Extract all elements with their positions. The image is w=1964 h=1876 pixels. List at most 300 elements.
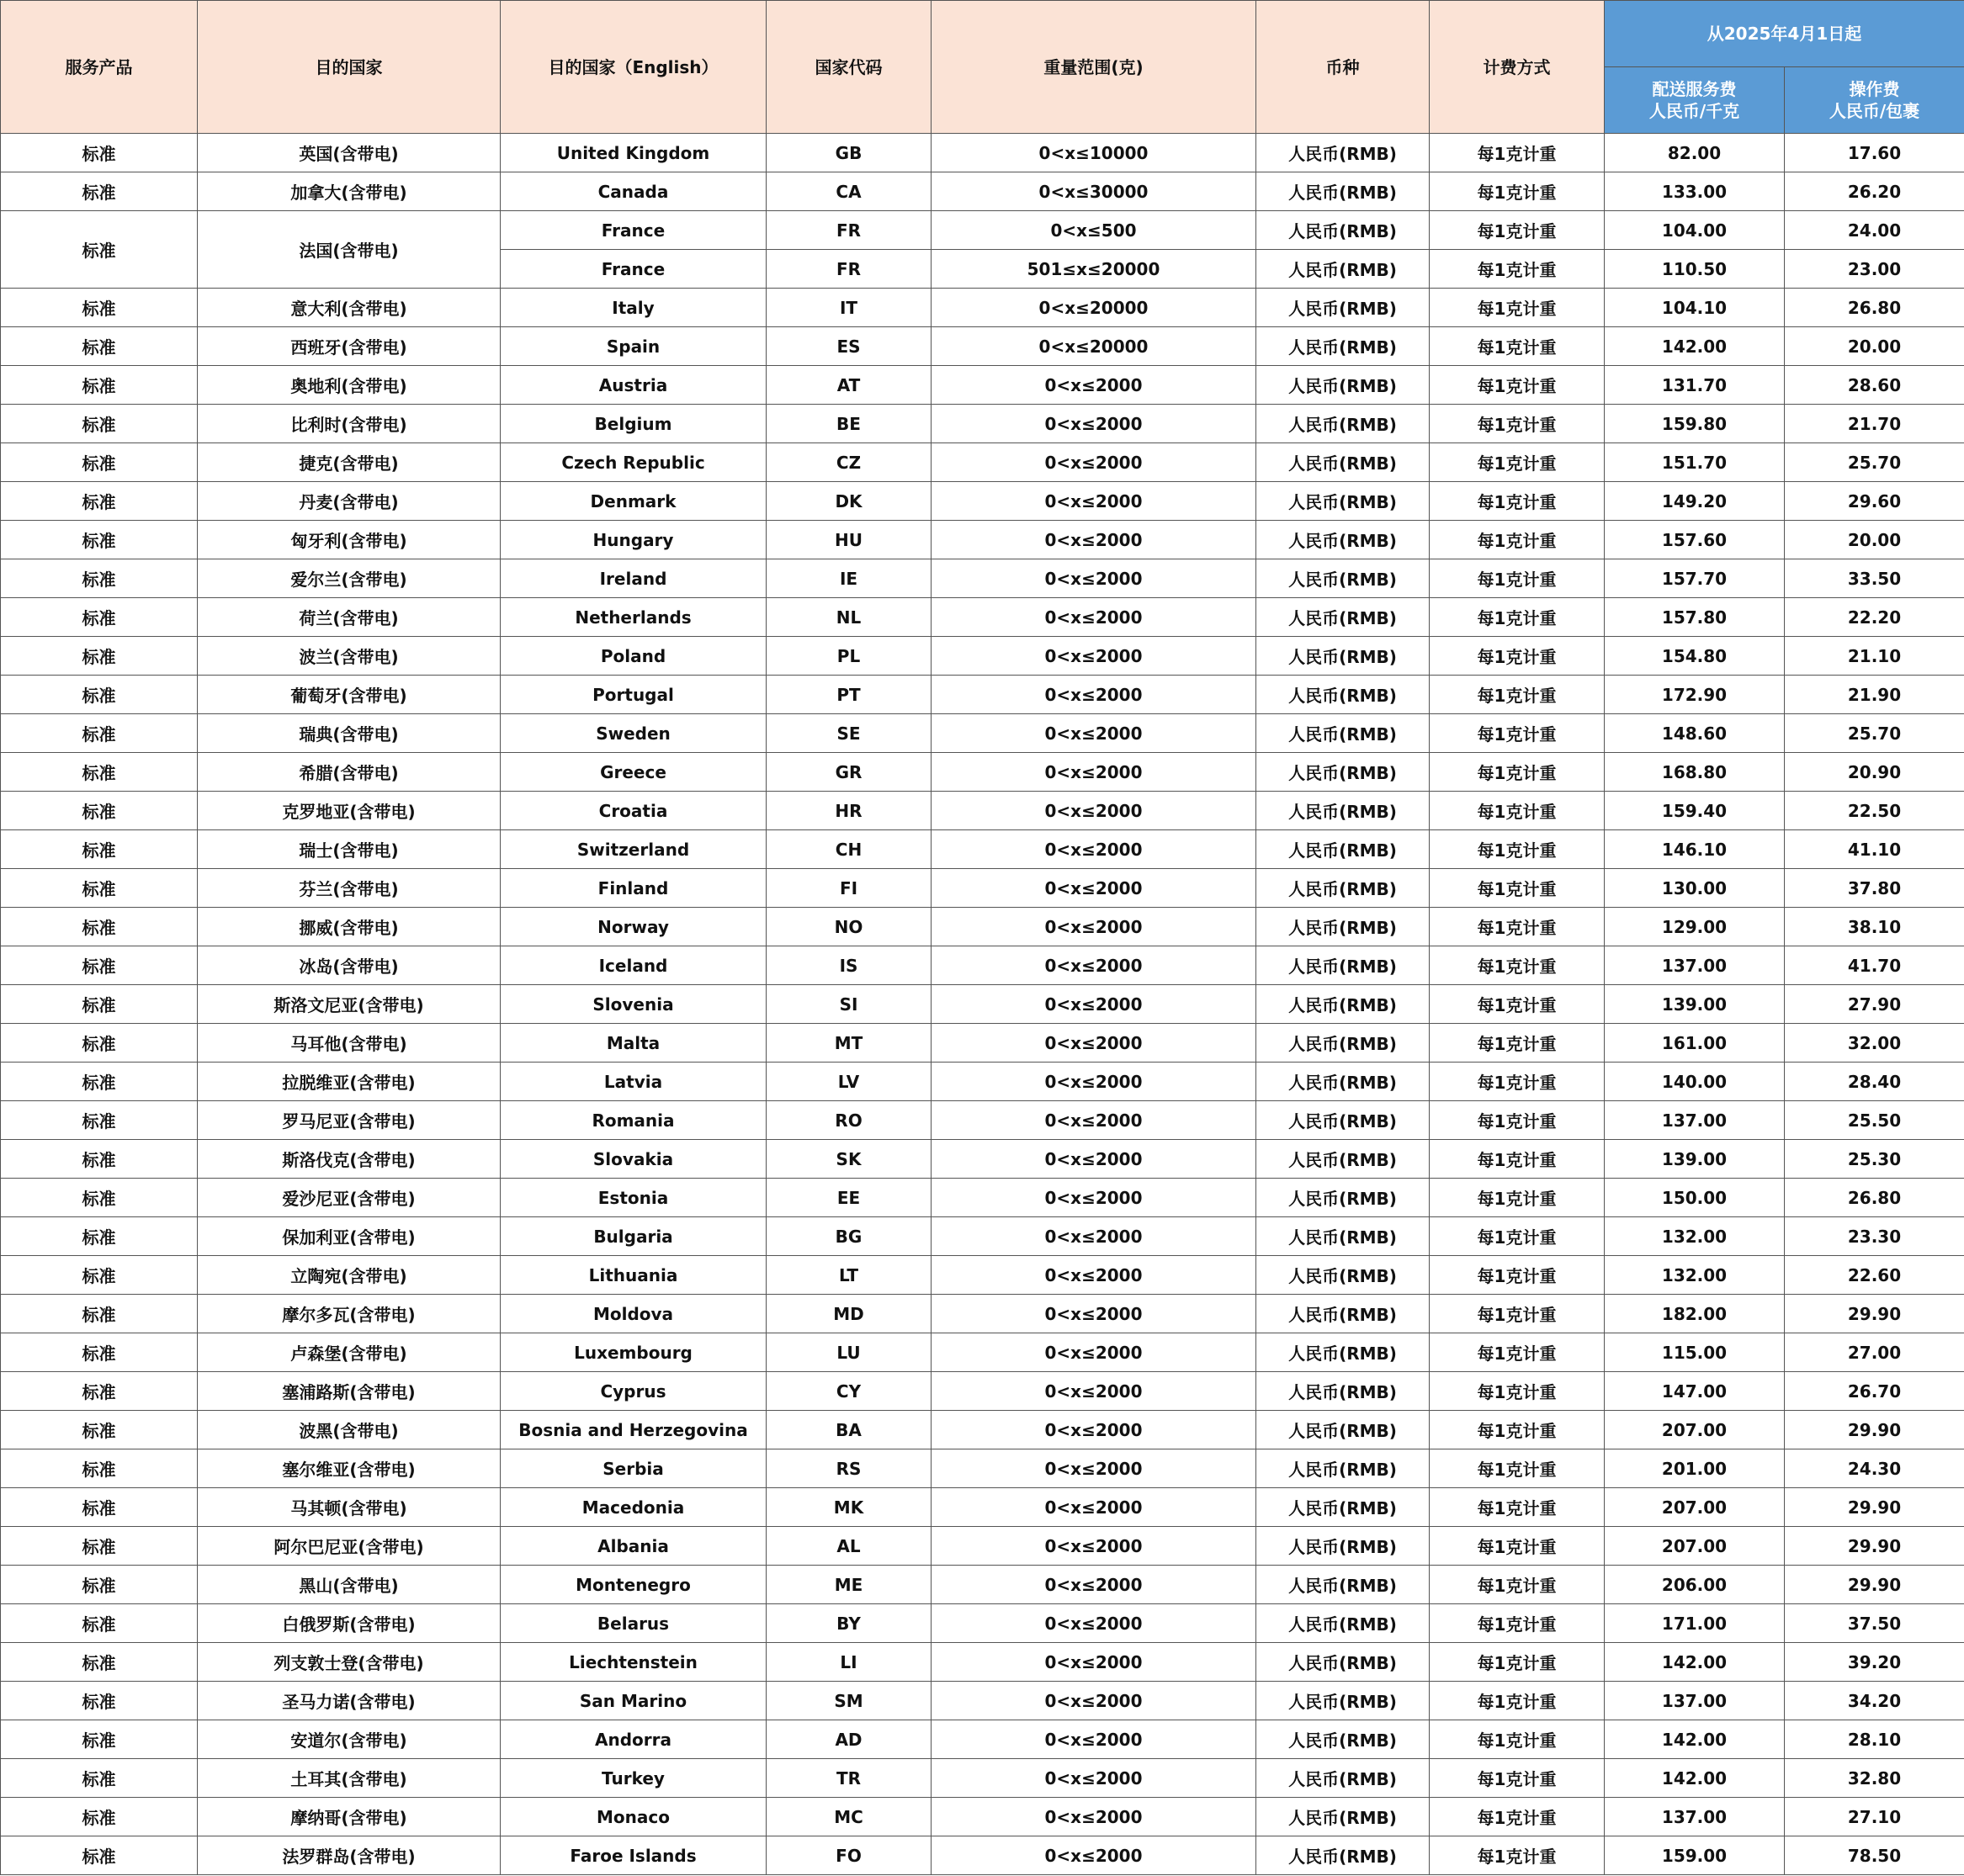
cell-weight-range: 0<x≤2000 [932, 1798, 1256, 1836]
cell-country-code: SK [767, 1140, 932, 1179]
cell-service: 标准 [1, 1604, 198, 1643]
cell-country-cn: 丹麦(含带电) [198, 482, 501, 521]
cell-country-cn: 罗马尼亚(含带电) [198, 1101, 501, 1140]
cell-billing: 每1克计重 [1430, 559, 1605, 598]
cell-country-cn: 黑山(含带电) [198, 1566, 501, 1604]
cell-billing: 每1克计重 [1430, 1643, 1605, 1682]
cell-country-en: Lithuania [501, 1256, 767, 1295]
cell-weight-range: 0<x≤30000 [932, 172, 1256, 211]
cell-handling-fee: 25.70 [1785, 443, 1964, 482]
cell-billing: 每1克计重 [1430, 1140, 1605, 1179]
cell-currency: 人民币(RMB) [1256, 792, 1430, 830]
cell-service: 标准 [1, 1449, 198, 1488]
cell-country-code: NL [767, 598, 932, 637]
cell-country-cn: 塞尔维亚(含带电) [198, 1449, 501, 1488]
table-row [1, 1217, 1964, 1256]
cell-handling-fee: 29.90 [1785, 1527, 1964, 1566]
cell-country-en: Portugal [501, 676, 767, 714]
cell-handling-fee: 26.20 [1785, 172, 1964, 211]
cell-country-code: HU [767, 521, 932, 559]
cell-handling-fee: 25.50 [1785, 1101, 1964, 1140]
cell-currency: 人民币(RMB) [1256, 908, 1430, 946]
cell-country-en: Poland [501, 637, 767, 676]
table-row [1, 134, 1964, 172]
cell-service: 标准 [1, 1024, 198, 1063]
cell-country-code: CA [767, 172, 932, 211]
cell-handling-fee: 20.00 [1785, 327, 1964, 366]
cell-weight-range: 0<x≤2000 [932, 830, 1256, 869]
cell-country-code: AL [767, 1527, 932, 1566]
cell-country-code: LT [767, 1256, 932, 1295]
cell-service: 标准 [1, 521, 198, 559]
cell-country-code: NO [767, 908, 932, 946]
cell-service: 标准 [1, 676, 198, 714]
cell-billing: 每1克计重 [1430, 1372, 1605, 1411]
cell-billing: 每1克计重 [1430, 637, 1605, 676]
cell-currency: 人民币(RMB) [1256, 1449, 1430, 1488]
cell-delivery-fee: 207.00 [1605, 1527, 1785, 1566]
cell-country-en: Ireland [501, 559, 767, 598]
cell-weight-range: 0<x≤2000 [932, 869, 1256, 908]
cell-country-en: San Marino [501, 1682, 767, 1720]
cell-country-en: Turkey [501, 1759, 767, 1798]
table-row [1, 1063, 1964, 1101]
cell-handling-fee: 22.20 [1785, 598, 1964, 637]
cell-country-cn: 立陶宛(含带电) [198, 1256, 501, 1295]
cell-billing: 每1克计重 [1430, 946, 1605, 985]
cell-country-code: BE [767, 405, 932, 443]
cell-country-cn: 匈牙利(含带电) [198, 521, 501, 559]
cell-delivery-fee: 137.00 [1605, 946, 1785, 985]
cell-weight-range: 0<x≤2000 [932, 1449, 1256, 1488]
cell-country-cn: 法罗群岛(含带电) [198, 1836, 501, 1875]
cell-weight-range: 0<x≤20000 [932, 327, 1256, 366]
table-row [1, 637, 1964, 676]
cell-delivery-fee: 159.00 [1605, 1836, 1785, 1875]
cell-billing: 每1克计重 [1430, 1179, 1605, 1217]
cell-country-en: Switzerland [501, 830, 767, 869]
table-row [1, 1295, 1964, 1333]
cell-service: 标准 [1, 1217, 198, 1256]
cell-delivery-fee: 115.00 [1605, 1333, 1785, 1372]
cell-service: 标准 [1, 1256, 198, 1295]
cell-billing: 每1克计重 [1430, 482, 1605, 521]
cell-handling-fee: 23.00 [1785, 250, 1964, 289]
cell-currency: 人民币(RMB) [1256, 1566, 1430, 1604]
cell-country-en: Estonia [501, 1179, 767, 1217]
cell-country-code: IT [767, 289, 932, 327]
cell-country-en: Romania [501, 1101, 767, 1140]
cell-billing: 每1克计重 [1430, 985, 1605, 1024]
cell-currency: 人民币(RMB) [1256, 869, 1430, 908]
cell-handling-fee: 21.70 [1785, 405, 1964, 443]
cell-country-cn: 芬兰(含带电) [198, 869, 501, 908]
header-delivery-fee: 配送服务费 人民币/千克 [1605, 67, 1785, 134]
cell-handling-fee: 27.90 [1785, 985, 1964, 1024]
cell-billing: 每1克计重 [1430, 405, 1605, 443]
cell-service: 标准 [1, 1720, 198, 1759]
cell-delivery-fee: 151.70 [1605, 443, 1785, 482]
cell-service: 标准 [1, 443, 198, 482]
cell-billing: 每1克计重 [1430, 1063, 1605, 1101]
cell-country-code: SE [767, 714, 932, 753]
cell-service: 标准 [1, 908, 198, 946]
header-billing: 计费方式 [1430, 1, 1605, 134]
cell-country-cn: 爱沙尼亚(含带电) [198, 1179, 501, 1217]
cell-currency: 人民币(RMB) [1256, 1063, 1430, 1101]
cell-billing: 每1克计重 [1430, 250, 1605, 289]
cell-delivery-fee: 137.00 [1605, 1101, 1785, 1140]
cell-country-code: GR [767, 753, 932, 792]
cell-delivery-fee: 157.70 [1605, 559, 1785, 598]
cell-weight-range: 0<x≤2000 [932, 753, 1256, 792]
cell-delivery-fee: 130.00 [1605, 869, 1785, 908]
cell-handling-fee: 34.20 [1785, 1682, 1964, 1720]
cell-billing: 每1克计重 [1430, 869, 1605, 908]
cell-weight-range: 0<x≤2000 [932, 1720, 1256, 1759]
cell-billing: 每1克计重 [1430, 1682, 1605, 1720]
table-row [1, 211, 1964, 250]
cell-country-en: Spain [501, 327, 767, 366]
cell-handling-fee: 28.60 [1785, 366, 1964, 405]
cell-currency: 人民币(RMB) [1256, 1488, 1430, 1527]
cell-country-en: Finland [501, 869, 767, 908]
table-row [1, 1449, 1964, 1488]
cell-weight-range: 0<x≤2000 [932, 1411, 1256, 1449]
cell-country-code: BY [767, 1604, 932, 1643]
cell-delivery-fee: 168.80 [1605, 753, 1785, 792]
cell-delivery-fee: 133.00 [1605, 172, 1785, 211]
cell-service: 标准 [1, 1566, 198, 1604]
cell-delivery-fee: 104.00 [1605, 211, 1785, 250]
cell-service: 标准 [1, 1411, 198, 1449]
cell-country-en: Faroe Islands [501, 1836, 767, 1875]
cell-country-en: Norway [501, 908, 767, 946]
cell-handling-fee: 27.00 [1785, 1333, 1964, 1372]
table-row [1, 1411, 1964, 1449]
cell-country-cn: 安道尔(含带电) [198, 1720, 501, 1759]
cell-billing: 每1克计重 [1430, 366, 1605, 405]
cell-currency: 人民币(RMB) [1256, 1333, 1430, 1372]
cell-billing: 每1克计重 [1430, 830, 1605, 869]
cell-country-cn: 卢森堡(含带电) [198, 1333, 501, 1372]
cell-country-en: Bosnia and Herzegovina [501, 1411, 767, 1449]
cell-currency: 人民币(RMB) [1256, 327, 1430, 366]
cell-country-code: AD [767, 1720, 932, 1759]
cell-country-code: CZ [767, 443, 932, 482]
cell-delivery-fee: 154.80 [1605, 637, 1785, 676]
cell-billing: 每1克计重 [1430, 1024, 1605, 1063]
cell-weight-range: 0<x≤2000 [932, 1333, 1256, 1372]
cell-country-en: Slovakia [501, 1140, 767, 1179]
cell-country-en: Moldova [501, 1295, 767, 1333]
cell-billing: 每1克计重 [1430, 753, 1605, 792]
cell-currency: 人民币(RMB) [1256, 1217, 1430, 1256]
cell-service: 标准 [1, 1101, 198, 1140]
cell-service: 标准 [1, 637, 198, 676]
cell-handling-fee: 28.40 [1785, 1063, 1964, 1101]
cell-billing: 每1克计重 [1430, 1798, 1605, 1836]
cell-currency: 人民币(RMB) [1256, 1798, 1430, 1836]
cell-country-code: BA [767, 1411, 932, 1449]
cell-billing: 每1克计重 [1430, 172, 1605, 211]
cell-delivery-fee: 139.00 [1605, 985, 1785, 1024]
cell-handling-fee: 27.10 [1785, 1798, 1964, 1836]
cell-delivery-fee: 182.00 [1605, 1295, 1785, 1333]
cell-service: 标准 [1, 1488, 198, 1527]
table-row [1, 521, 1964, 559]
cell-weight-range: 0<x≤2000 [932, 1566, 1256, 1604]
header-currency: 币种 [1256, 1, 1430, 134]
header-service: 服务产品 [1, 1, 198, 134]
cell-weight-range: 0<x≤2000 [932, 1682, 1256, 1720]
cell-country-en: Belgium [501, 405, 767, 443]
cell-delivery-fee: 171.00 [1605, 1604, 1785, 1643]
table-row [1, 289, 1964, 327]
cell-weight-range: 0<x≤2000 [932, 1604, 1256, 1643]
cell-country-code: PL [767, 637, 932, 676]
cell-country-cn: 摩纳哥(含带电) [198, 1798, 501, 1836]
cell-billing: 每1克计重 [1430, 1720, 1605, 1759]
cell-currency: 人民币(RMB) [1256, 172, 1430, 211]
cell-delivery-fee: 137.00 [1605, 1682, 1785, 1720]
cell-delivery-fee: 161.00 [1605, 1024, 1785, 1063]
cell-service: 标准 [1, 1295, 198, 1333]
cell-weight-range: 501≤x≤20000 [932, 250, 1256, 289]
cell-country-cn: 斯洛文尼亚(含带电) [198, 985, 501, 1024]
cell-country-cn: 瑞典(含带电) [198, 714, 501, 753]
cell-billing: 每1克计重 [1430, 1836, 1605, 1875]
table-row [1, 1759, 1964, 1798]
cell-country-en: Czech Republic [501, 443, 767, 482]
cell-weight-range: 0<x≤2000 [932, 366, 1256, 405]
cell-billing: 每1克计重 [1430, 792, 1605, 830]
cell-handling-fee: 37.50 [1785, 1604, 1964, 1643]
cell-handling-fee: 20.00 [1785, 521, 1964, 559]
cell-country-en: Greece [501, 753, 767, 792]
cell-service: 标准 [1, 946, 198, 985]
cell-country-cn: 奥地利(含带电) [198, 366, 501, 405]
cell-handling-fee: 21.10 [1785, 637, 1964, 676]
cell-country-cn: 白俄罗斯(含带电) [198, 1604, 501, 1643]
cell-billing: 每1克计重 [1430, 1101, 1605, 1140]
cell-country-en: France [501, 211, 767, 250]
table-row [1, 792, 1964, 830]
cell-country-cn: 保加利亚(含带电) [198, 1217, 501, 1256]
cell-delivery-fee: 82.00 [1605, 134, 1785, 172]
cell-weight-range: 0<x≤2000 [932, 1643, 1256, 1682]
cell-currency: 人民币(RMB) [1256, 405, 1430, 443]
cell-weight-range: 0<x≤2000 [932, 1527, 1256, 1566]
cell-billing: 每1克计重 [1430, 289, 1605, 327]
cell-service: 标准 [1, 1682, 198, 1720]
cell-currency: 人民币(RMB) [1256, 1140, 1430, 1179]
cell-handling-fee: 32.00 [1785, 1024, 1964, 1063]
cell-delivery-fee: 201.00 [1605, 1449, 1785, 1488]
cell-country-cn: 瑞士(含带电) [198, 830, 501, 869]
cell-service: 标准 [1, 753, 198, 792]
cell-handling-fee: 29.90 [1785, 1295, 1964, 1333]
cell-service: 标准 [1, 1179, 198, 1217]
cell-currency: 人民币(RMB) [1256, 134, 1430, 172]
cell-billing: 每1克计重 [1430, 134, 1605, 172]
cell-delivery-fee: 147.00 [1605, 1372, 1785, 1411]
cell-country-code: FO [767, 1836, 932, 1875]
cell-weight-range: 0<x≤2000 [932, 1372, 1256, 1411]
cell-delivery-fee: 132.00 [1605, 1217, 1785, 1256]
cell-weight-range: 0<x≤2000 [932, 946, 1256, 985]
cell-country-code: TR [767, 1759, 932, 1798]
cell-service: 标准 [1, 598, 198, 637]
cell-currency: 人民币(RMB) [1256, 1720, 1430, 1759]
cell-country-en: Monaco [501, 1798, 767, 1836]
cell-delivery-fee: 157.60 [1605, 521, 1785, 559]
cell-country-cn: 列支敦士登(含带电) [198, 1643, 501, 1682]
cell-currency: 人民币(RMB) [1256, 289, 1430, 327]
table-row [1, 869, 1964, 908]
cell-service: 标准 [1, 1759, 198, 1798]
table-row [1, 1488, 1964, 1527]
cell-country-en: Iceland [501, 946, 767, 985]
cell-weight-range: 0<x≤2000 [932, 637, 1256, 676]
table-row [1, 1179, 1964, 1217]
cell-country-en: Slovenia [501, 985, 767, 1024]
cell-currency: 人民币(RMB) [1256, 559, 1430, 598]
cell-weight-range: 0<x≤2000 [932, 1140, 1256, 1179]
cell-service: 标准 [1, 289, 198, 327]
cell-country-code: MD [767, 1295, 932, 1333]
cell-delivery-fee: 150.00 [1605, 1179, 1785, 1217]
cell-delivery-fee: 207.00 [1605, 1488, 1785, 1527]
cell-currency: 人民币(RMB) [1256, 753, 1430, 792]
cell-country-en: Montenegro [501, 1566, 767, 1604]
cell-country-code: CH [767, 830, 932, 869]
cell-country-cn: 塞浦路斯(含带电) [198, 1372, 501, 1411]
cell-country-cn: 圣马力诺(含带电) [198, 1682, 501, 1720]
table-row [1, 1101, 1964, 1140]
cell-currency: 人民币(RMB) [1256, 1101, 1430, 1140]
cell-country-code: FR [767, 250, 932, 289]
cell-billing: 每1克计重 [1430, 1449, 1605, 1488]
cell-service: 标准 [1, 1063, 198, 1101]
cell-country-cn: 斯洛伐克(含带电) [198, 1140, 501, 1179]
table-row [1, 1527, 1964, 1566]
cell-service: 标准 [1, 1372, 198, 1411]
cell-country-code: GB [767, 134, 932, 172]
cell-country-code: MK [767, 1488, 932, 1527]
cell-currency: 人民币(RMB) [1256, 443, 1430, 482]
cell-currency: 人民币(RMB) [1256, 211, 1430, 250]
cell-country-code: FR [767, 211, 932, 250]
table-row [1, 1256, 1964, 1295]
cell-country-en: Netherlands [501, 598, 767, 637]
cell-currency: 人民币(RMB) [1256, 521, 1430, 559]
header-effective-date: 从2025年4月1日起 [1605, 1, 1964, 67]
cell-weight-range: 0<x≤20000 [932, 289, 1256, 327]
table-row [1, 830, 1964, 869]
cell-service: 标准 [1, 1643, 198, 1682]
cell-weight-range: 0<x≤2000 [932, 1217, 1256, 1256]
cell-country-en: Macedonia [501, 1488, 767, 1527]
cell-service: 标准 [1, 1140, 198, 1179]
cell-billing: 每1克计重 [1430, 443, 1605, 482]
table-row [1, 443, 1964, 482]
cell-country-cn: 阿尔巴尼亚(含带电) [198, 1527, 501, 1566]
cell-country-cn: 土耳其(含带电) [198, 1759, 501, 1798]
cell-service: 标准 [1, 134, 198, 172]
cell-country-code: AT [767, 366, 932, 405]
cell-handling-fee: 20.90 [1785, 753, 1964, 792]
cell-weight-range: 0<x≤2000 [932, 521, 1256, 559]
cell-country-cn: 英国(含带电) [198, 134, 501, 172]
cell-country-code: SM [767, 1682, 932, 1720]
cell-service: 标准 [1, 830, 198, 869]
cell-currency: 人民币(RMB) [1256, 1024, 1430, 1063]
cell-handling-fee: 25.30 [1785, 1140, 1964, 1179]
cell-country-cn: 挪威(含带电) [198, 908, 501, 946]
table-row [1, 327, 1964, 366]
cell-handling-fee: 41.10 [1785, 830, 1964, 869]
cell-billing: 每1克计重 [1430, 598, 1605, 637]
cell-country-cn: 冰岛(含带电) [198, 946, 501, 985]
cell-handling-fee: 41.70 [1785, 946, 1964, 985]
cell-weight-range: 0<x≤2000 [932, 1256, 1256, 1295]
cell-country-en: Croatia [501, 792, 767, 830]
table-row [1, 1643, 1964, 1682]
cell-service: 标准 [1, 985, 198, 1024]
cell-country-en: Sweden [501, 714, 767, 753]
cell-country-en: Latvia [501, 1063, 767, 1101]
cell-delivery-fee: 142.00 [1605, 1759, 1785, 1798]
cell-billing: 每1克计重 [1430, 211, 1605, 250]
cell-billing: 每1克计重 [1430, 714, 1605, 753]
table-row [1, 405, 1964, 443]
table-row [1, 1604, 1964, 1643]
cell-country-cn: 希腊(含带电) [198, 753, 501, 792]
cell-handling-fee: 26.80 [1785, 1179, 1964, 1217]
cell-country-code: LI [767, 1643, 932, 1682]
cell-delivery-fee: 131.70 [1605, 366, 1785, 405]
cell-service: 标准 [1, 172, 198, 211]
cell-billing: 每1克计重 [1430, 521, 1605, 559]
cell-country-cn: 荷兰(含带电) [198, 598, 501, 637]
cell-currency: 人民币(RMB) [1256, 637, 1430, 676]
cell-country-en: Belarus [501, 1604, 767, 1643]
cell-country-en: Cyprus [501, 1372, 767, 1411]
cell-country-cn: 比利时(含带电) [198, 405, 501, 443]
cell-currency: 人民币(RMB) [1256, 1295, 1430, 1333]
cell-currency: 人民币(RMB) [1256, 676, 1430, 714]
cell-service: 标准 [1, 559, 198, 598]
cell-country-en: Canada [501, 172, 767, 211]
cell-billing: 每1克计重 [1430, 676, 1605, 714]
cell-service: 标准 [1, 714, 198, 753]
cell-country-en: Serbia [501, 1449, 767, 1488]
cell-country-en: United Kingdom [501, 134, 767, 172]
cell-delivery-fee: 142.00 [1605, 1720, 1785, 1759]
cell-weight-range: 0<x≤2000 [932, 1063, 1256, 1101]
cell-country-cn: 马其顿(含带电) [198, 1488, 501, 1527]
cell-country-en: Andorra [501, 1720, 767, 1759]
cell-currency: 人民币(RMB) [1256, 1759, 1430, 1798]
cell-country-code: ES [767, 327, 932, 366]
cell-handling-fee: 33.50 [1785, 559, 1964, 598]
cell-handling-fee: 38.10 [1785, 908, 1964, 946]
cell-country-cn: 加拿大(含带电) [198, 172, 501, 211]
cell-currency: 人民币(RMB) [1256, 1604, 1430, 1643]
cell-country-cn: 波兰(含带电) [198, 637, 501, 676]
cell-weight-range: 0<x≤2000 [932, 405, 1256, 443]
